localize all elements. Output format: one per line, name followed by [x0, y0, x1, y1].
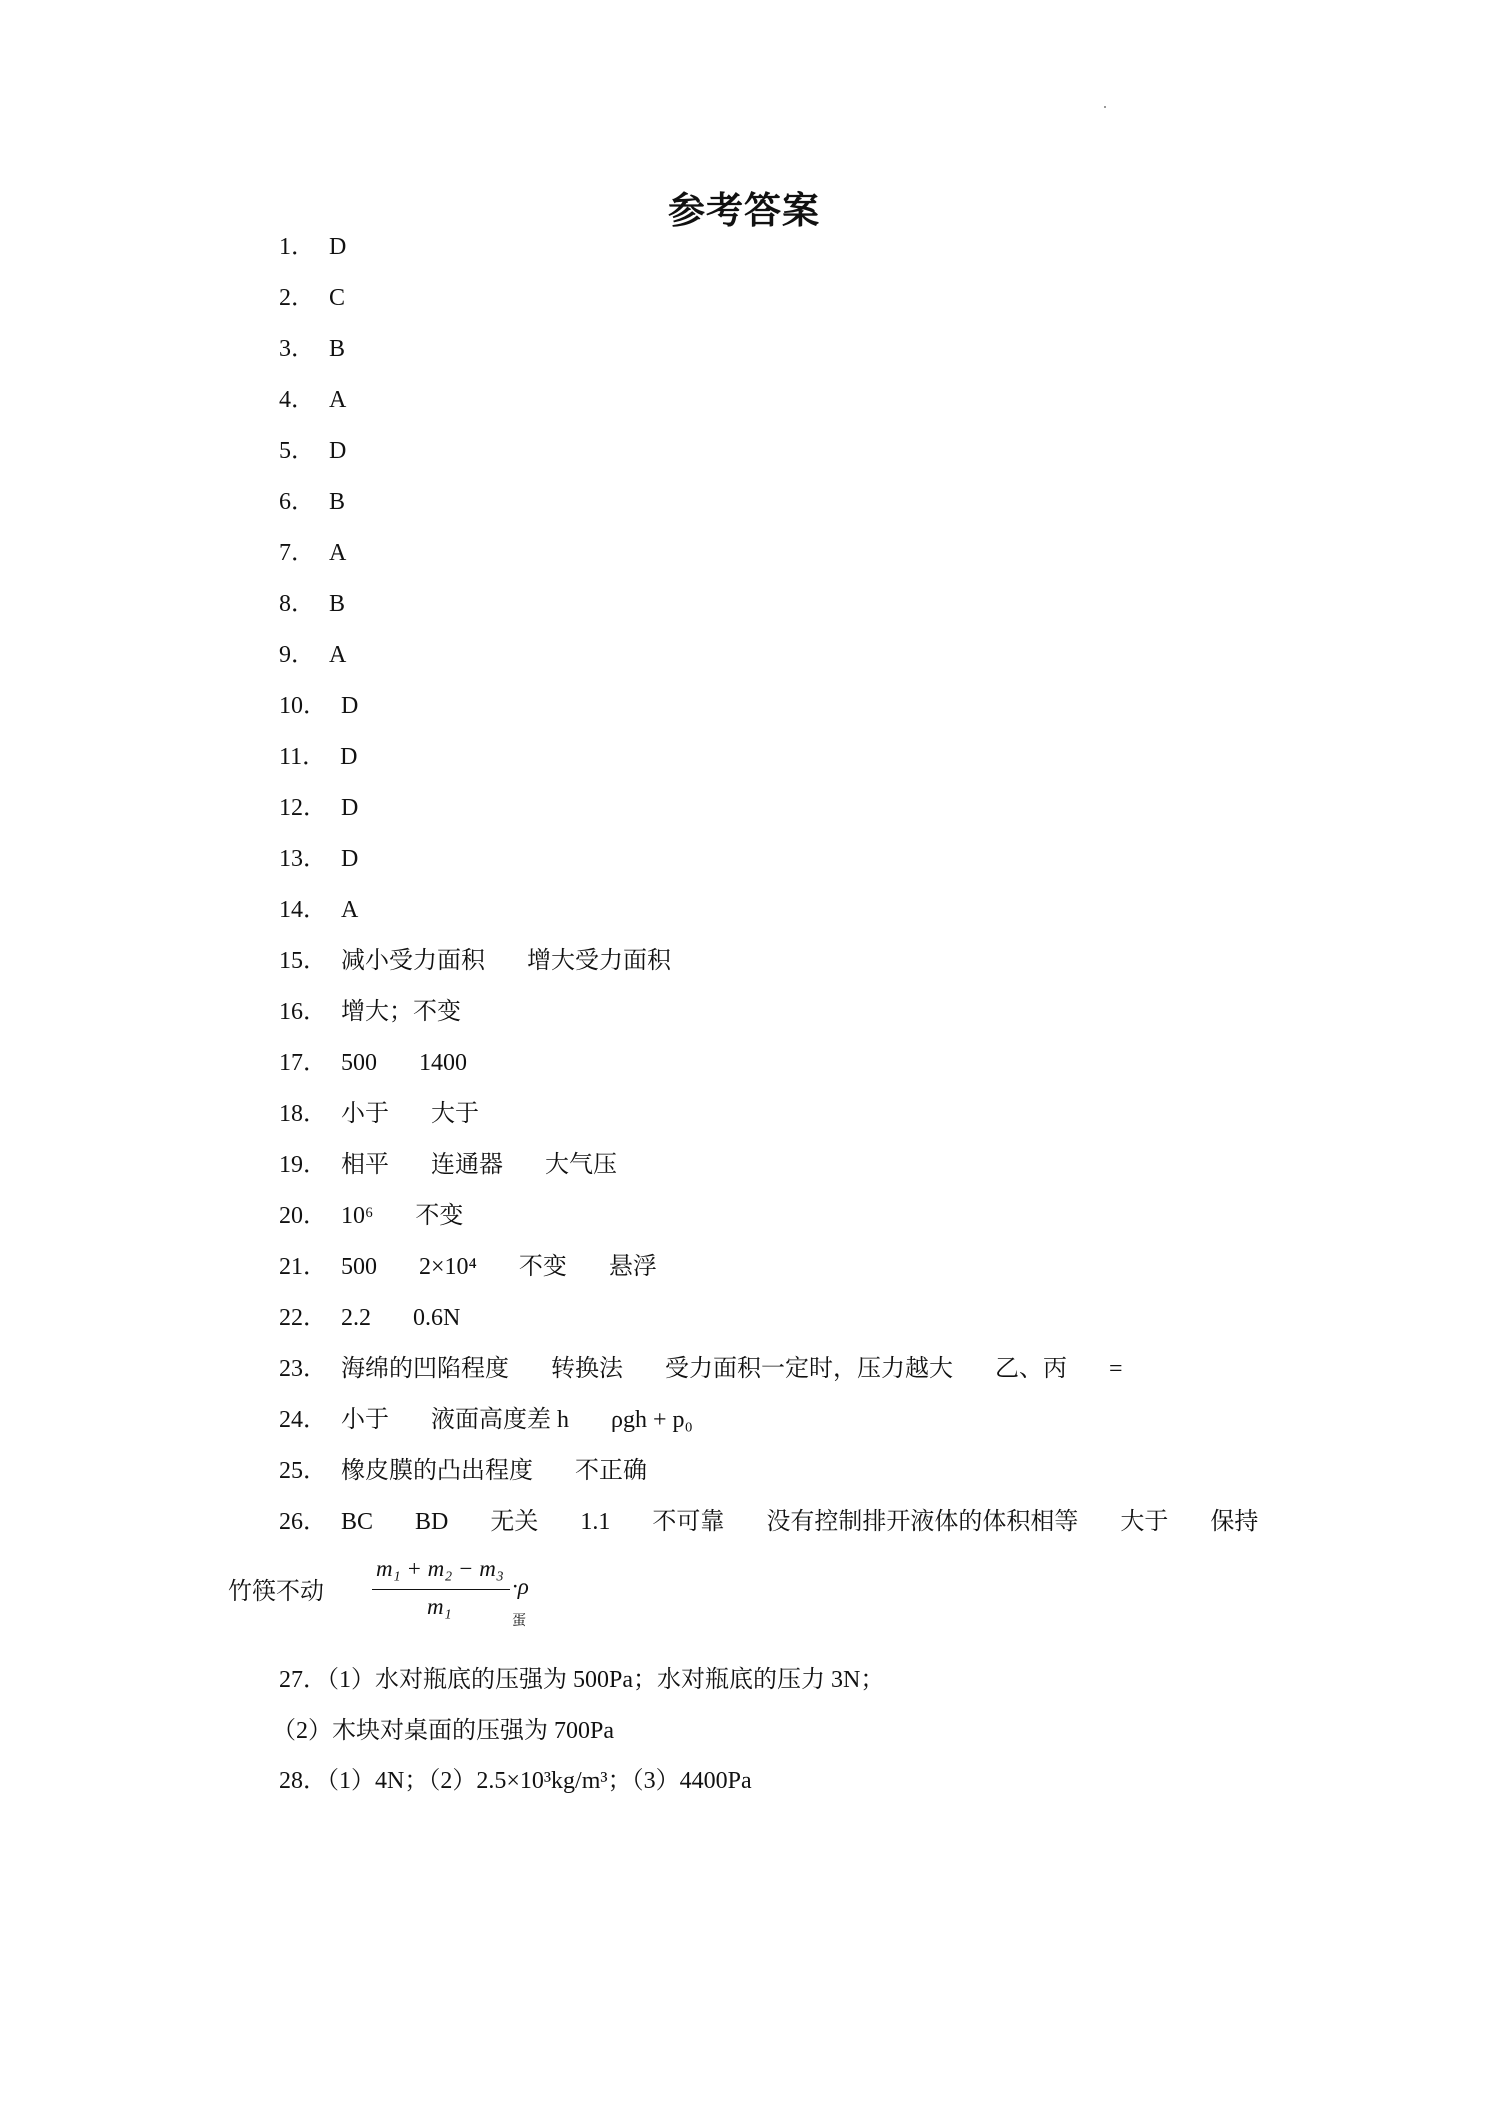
- question-number: 2．: [279, 285, 315, 311]
- question-number: 12．: [279, 795, 327, 821]
- answer-text: D: [329, 234, 347, 260]
- question-number: 9．: [279, 642, 315, 668]
- question-number: 5．: [279, 438, 315, 464]
- answer-line: [279, 1252, 657, 1282]
- answer-text: 10⁶: [341, 1203, 374, 1229]
- question-number: 7．: [279, 540, 315, 566]
- question-number: 1．: [279, 234, 315, 260]
- q26-continuation: 竹筷不动: [228, 1579, 324, 1605]
- answer-text: A: [329, 387, 347, 413]
- answer-line: [279, 538, 346, 568]
- answer-line: [279, 1354, 1123, 1384]
- answer-text: 连通器: [431, 1152, 503, 1178]
- answer-text: 乙、丙: [995, 1356, 1067, 1382]
- answer-text: 相平: [341, 1152, 389, 1178]
- answer-text: 转换法: [551, 1356, 623, 1382]
- answer-text: ρgh + p₀: [611, 1407, 693, 1433]
- answer-line: [279, 283, 345, 313]
- answer-text: 大于: [431, 1101, 479, 1127]
- answer-text: 500: [341, 1050, 377, 1076]
- answer-text: 0.6N: [413, 1305, 461, 1331]
- q27-line2: （2）木块对桌面的压强为 700Pa: [272, 1718, 614, 1744]
- answer-line: [279, 1201, 463, 1231]
- answer-line: [279, 487, 345, 517]
- answer-text: 不变: [415, 1203, 464, 1229]
- question-number: 20．: [279, 1203, 327, 1229]
- answer-text: 1.1: [580, 1509, 611, 1535]
- answer-line: [279, 436, 346, 466]
- answer-text: 液面高度差 h: [431, 1407, 569, 1433]
- answer-text: 悬浮: [608, 1254, 657, 1280]
- answer-line: [279, 1456, 647, 1486]
- answer-line: [279, 793, 358, 823]
- answer-text: C: [329, 285, 346, 311]
- answer-text: 增大受力面积: [527, 948, 671, 974]
- answer-line: [279, 1150, 617, 1180]
- answer-text: =: [1109, 1356, 1123, 1382]
- question-number: 18．: [279, 1101, 327, 1127]
- answer-text: B: [329, 591, 346, 617]
- answer-text: 小于: [341, 1101, 389, 1127]
- question-number: 17．: [279, 1050, 327, 1076]
- answer-text: 海绵的凹陷程度: [341, 1356, 509, 1382]
- answer-text: 减小受力面积: [341, 948, 485, 974]
- answer-text: A: [329, 642, 347, 668]
- answer-line: [279, 640, 346, 670]
- answer-line: [279, 1507, 1258, 1537]
- answer-text: A: [329, 540, 347, 566]
- answer-text: 橡皮膜的凸出程度: [341, 1458, 533, 1484]
- fraction-bar: [372, 1589, 510, 1590]
- question-number: 21．: [279, 1254, 327, 1280]
- question-number: 8．: [279, 591, 315, 617]
- answer-line: [279, 232, 346, 262]
- answer-text: 增大；不变: [341, 999, 461, 1025]
- answer-text: 没有控制排开液体的体积相等: [766, 1509, 1079, 1535]
- answer-line: [279, 1303, 460, 1333]
- question-number: 11．: [279, 744, 327, 770]
- answer-line: [279, 844, 358, 874]
- question-number: 24．: [279, 1407, 327, 1433]
- answer-line: [279, 895, 358, 925]
- answer-line: [279, 589, 345, 619]
- answer-line: [279, 946, 671, 976]
- answer-text: 小于: [341, 1407, 389, 1433]
- answer-text: 无关: [490, 1509, 539, 1535]
- answer-text: D: [329, 438, 347, 464]
- answer-text: B: [329, 336, 346, 362]
- answer-line: [279, 385, 346, 415]
- question-number: 3．: [279, 336, 315, 362]
- question-number: 6．: [279, 489, 315, 515]
- answer-line: [279, 1048, 467, 1078]
- answer-text: 500: [341, 1254, 377, 1280]
- formula-numerator: m₁ + m₂ − m₃: [376, 1556, 504, 1581]
- answer-text: 受力面积一定时，压力越大: [665, 1356, 953, 1382]
- answer-text: D: [341, 795, 359, 821]
- question-number: 10．: [279, 693, 327, 719]
- answer-line: [279, 997, 461, 1027]
- question-number: 14．: [279, 897, 327, 923]
- q27-line1: 27．（1）水对瓶底的压强为 500Pa；水对瓶底的压力 3N；: [279, 1667, 885, 1693]
- question-number: 16．: [279, 999, 327, 1025]
- answer-text: D: [340, 744, 358, 770]
- question-number: 4．: [279, 387, 315, 413]
- answer-text: A: [341, 897, 359, 923]
- answer-text: 保持: [1210, 1509, 1259, 1535]
- answer-text: 大气压: [545, 1152, 617, 1178]
- formula-denominator: m₁: [427, 1594, 452, 1619]
- question-number: 25．: [279, 1458, 327, 1484]
- formula-suffix: $\cdot\rho_蛋$: [512, 1574, 529, 1629]
- speck: [1104, 106, 1106, 108]
- q26-formula: [372, 1556, 529, 1629]
- question-number: 23．: [279, 1356, 327, 1382]
- answer-line: [279, 691, 358, 721]
- question-number: 13．: [279, 846, 327, 872]
- answer-text: BD: [415, 1509, 449, 1535]
- answer-line: [279, 334, 345, 364]
- page-title: 参考答案: [668, 189, 820, 232]
- answer-text: 不可靠: [652, 1509, 725, 1535]
- answer-text: D: [341, 846, 359, 872]
- answer-text: 不正确: [575, 1458, 647, 1484]
- answer-line: [279, 742, 357, 772]
- answer-text: BC: [341, 1509, 374, 1535]
- answer-text: D: [341, 693, 359, 719]
- question-number: 15．: [279, 948, 327, 974]
- answer-text: 2.2: [341, 1305, 371, 1331]
- q28-line: 28．（1）4N；（2）2.5×10³kg/m³；（3）4400Pa: [279, 1768, 752, 1794]
- answer-text: 1400: [419, 1050, 467, 1076]
- answer-text: 大于: [1120, 1509, 1169, 1535]
- answer-line: [279, 1405, 693, 1435]
- question-number: 26．: [279, 1509, 327, 1535]
- question-number: 22．: [279, 1305, 327, 1331]
- answer-text: 不变: [518, 1254, 567, 1280]
- question-number: 19．: [279, 1152, 327, 1178]
- answer-text: 2×10⁴: [419, 1254, 477, 1280]
- answer-line: [279, 1099, 479, 1129]
- answer-text: B: [329, 489, 346, 515]
